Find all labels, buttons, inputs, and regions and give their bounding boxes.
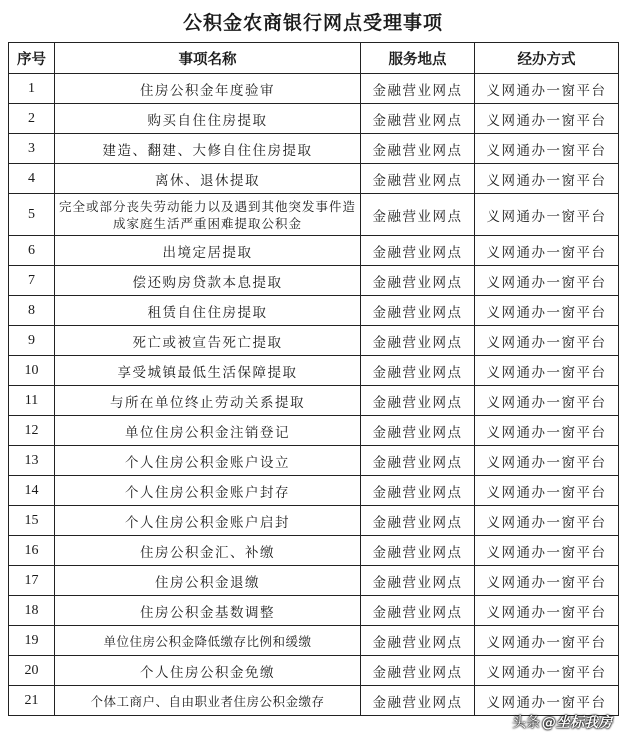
row-index: 2: [9, 104, 55, 134]
row-item-name: 个体工商户、自由职业者住房公积金缴存: [55, 686, 361, 716]
row-item-name: 出境定居提取: [55, 236, 361, 266]
watermark-prefix: 头条: [512, 715, 540, 731]
row-index: 18: [9, 596, 55, 626]
row-item-name: 偿还购房贷款本息提取: [55, 266, 361, 296]
table-body: [9, 74, 619, 716]
row-handling-method: 义网通办一窗平台: [475, 386, 619, 416]
table-row: [9, 656, 619, 686]
row-item-name: 个人住房公积金账户设立: [55, 446, 361, 476]
row-service-location: 金融营业网点: [361, 626, 475, 656]
header-index: 序号: [9, 43, 55, 74]
row-service-location: 金融营业网点: [361, 416, 475, 446]
row-handling-method: 义网通办一窗平台: [475, 164, 619, 194]
row-item-name: 单位住房公积金降低缴存比例和缓缴: [55, 626, 361, 656]
row-handling-method: 义网通办一窗平台: [475, 356, 619, 386]
row-index: 4: [9, 164, 55, 194]
row-service-location: 金融营业网点: [361, 74, 475, 104]
row-item-name: 住房公积金汇、补缴: [55, 536, 361, 566]
row-handling-method: 义网通办一窗平台: [475, 266, 619, 296]
row-service-location: 金融营业网点: [361, 596, 475, 626]
row-index: 19: [9, 626, 55, 656]
header-service-location: 服务地点: [361, 43, 475, 74]
row-item-name: 住房公积金年度验审: [55, 74, 361, 104]
row-service-location: 金融营业网点: [361, 266, 475, 296]
table-row: [9, 236, 619, 266]
table-row: [9, 536, 619, 566]
row-service-location: 金融营业网点: [361, 506, 475, 536]
row-item-name: 住房公积金退缴: [55, 566, 361, 596]
row-handling-method: 义网通办一窗平台: [475, 194, 619, 236]
row-service-location: 金融营业网点: [361, 326, 475, 356]
row-service-location: 金融营业网点: [361, 134, 475, 164]
row-service-location: 金融营业网点: [361, 356, 475, 386]
row-item-name: 租赁自住住房提取: [55, 296, 361, 326]
table-row: [9, 164, 619, 194]
row-handling-method: 义网通办一窗平台: [475, 104, 619, 134]
row-service-location: 金融营业网点: [361, 536, 475, 566]
row-service-location: 金融营业网点: [361, 296, 475, 326]
row-service-location: 金融营业网点: [361, 566, 475, 596]
row-index: 21: [9, 686, 55, 716]
table-row: [9, 626, 619, 656]
header-item-name: 事项名称: [55, 43, 361, 74]
table-row: [9, 596, 619, 626]
table-row: [9, 104, 619, 134]
row-handling-method: 义网通办一窗平台: [475, 686, 619, 716]
row-item-name: 完全或部分丧失劳动能力以及遇到其他突发事件造成家庭生活严重困难提取公积金: [55, 194, 361, 236]
row-handling-method: 义网通办一窗平台: [475, 536, 619, 566]
row-index: 10: [9, 356, 55, 386]
row-handling-method: 义网通办一窗平台: [475, 296, 619, 326]
row-index: 12: [9, 416, 55, 446]
row-service-location: 金融营业网点: [361, 446, 475, 476]
table-row: [9, 134, 619, 164]
row-service-location: 金融营业网点: [361, 476, 475, 506]
row-item-name: 与所在单位终止劳动关系提取: [55, 386, 361, 416]
table-row: [9, 296, 619, 326]
row-index: 6: [9, 236, 55, 266]
row-index: 8: [9, 296, 55, 326]
row-index: 11: [9, 386, 55, 416]
table-row: [9, 386, 619, 416]
row-handling-method: 义网通办一窗平台: [475, 446, 619, 476]
row-index: 9: [9, 326, 55, 356]
table-header-row: [9, 43, 619, 74]
row-service-location: 金融营业网点: [361, 236, 475, 266]
row-service-location: 金融营业网点: [361, 104, 475, 134]
row-service-location: 金融营业网点: [361, 656, 475, 686]
row-item-name: 死亡或被宣告死亡提取: [55, 326, 361, 356]
row-index: 5: [9, 194, 55, 236]
service-items-table: [8, 42, 619, 716]
row-item-name: 购买自住住房提取: [55, 104, 361, 134]
row-handling-method: 义网通办一窗平台: [475, 326, 619, 356]
row-index: 7: [9, 266, 55, 296]
table-row: [9, 566, 619, 596]
table-row: [9, 356, 619, 386]
row-index: 14: [9, 476, 55, 506]
row-handling-method: 义网通办一窗平台: [475, 596, 619, 626]
table-row: [9, 194, 619, 236]
row-handling-method: 义网通办一窗平台: [475, 566, 619, 596]
document-title: 公积金农商银行网点受理事项: [182, 12, 443, 34]
watermark: [512, 712, 612, 732]
row-handling-method: 义网通办一窗平台: [475, 626, 619, 656]
row-item-name: 个人住房公积金账户启封: [55, 506, 361, 536]
row-item-name: 离休、退休提取: [55, 164, 361, 194]
row-service-location: 金融营业网点: [361, 194, 475, 236]
row-item-name: 住房公积金基数调整: [55, 596, 361, 626]
table-row: [9, 686, 619, 716]
row-index: 17: [9, 566, 55, 596]
table-row: [9, 506, 619, 536]
watermark-brand: @坐标我房: [542, 715, 612, 731]
table-row: [9, 74, 619, 104]
row-item-name: 个人住房公积金账户封存: [55, 476, 361, 506]
table-row: [9, 326, 619, 356]
row-service-location: 金融营业网点: [361, 686, 475, 716]
row-index: 3: [9, 134, 55, 164]
row-index: 15: [9, 506, 55, 536]
row-handling-method: 义网通办一窗平台: [475, 656, 619, 686]
header-handling-method: 经办方式: [475, 43, 619, 74]
row-item-name: 建造、翻建、大修自住住房提取: [55, 134, 361, 164]
table-row: [9, 476, 619, 506]
row-handling-method: 义网通办一窗平台: [475, 236, 619, 266]
row-index: 20: [9, 656, 55, 686]
row-item-name: 单位住房公积金注销登记: [55, 416, 361, 446]
table-row: [9, 266, 619, 296]
row-handling-method: 义网通办一窗平台: [475, 506, 619, 536]
row-item-name: 享受城镇最低生活保障提取: [55, 356, 361, 386]
row-index: 16: [9, 536, 55, 566]
table-row: [9, 446, 619, 476]
row-handling-method: 义网通办一窗平台: [475, 416, 619, 446]
table-row: [9, 416, 619, 446]
row-service-location: 金融营业网点: [361, 386, 475, 416]
row-handling-method: 义网通办一窗平台: [475, 74, 619, 104]
row-handling-method: 义网通办一窗平台: [475, 476, 619, 506]
row-item-name: 个人住房公积金免缴: [55, 656, 361, 686]
row-service-location: 金融营业网点: [361, 164, 475, 194]
row-handling-method: 义网通办一窗平台: [475, 134, 619, 164]
row-index: 13: [9, 446, 55, 476]
row-index: 1: [9, 74, 55, 104]
